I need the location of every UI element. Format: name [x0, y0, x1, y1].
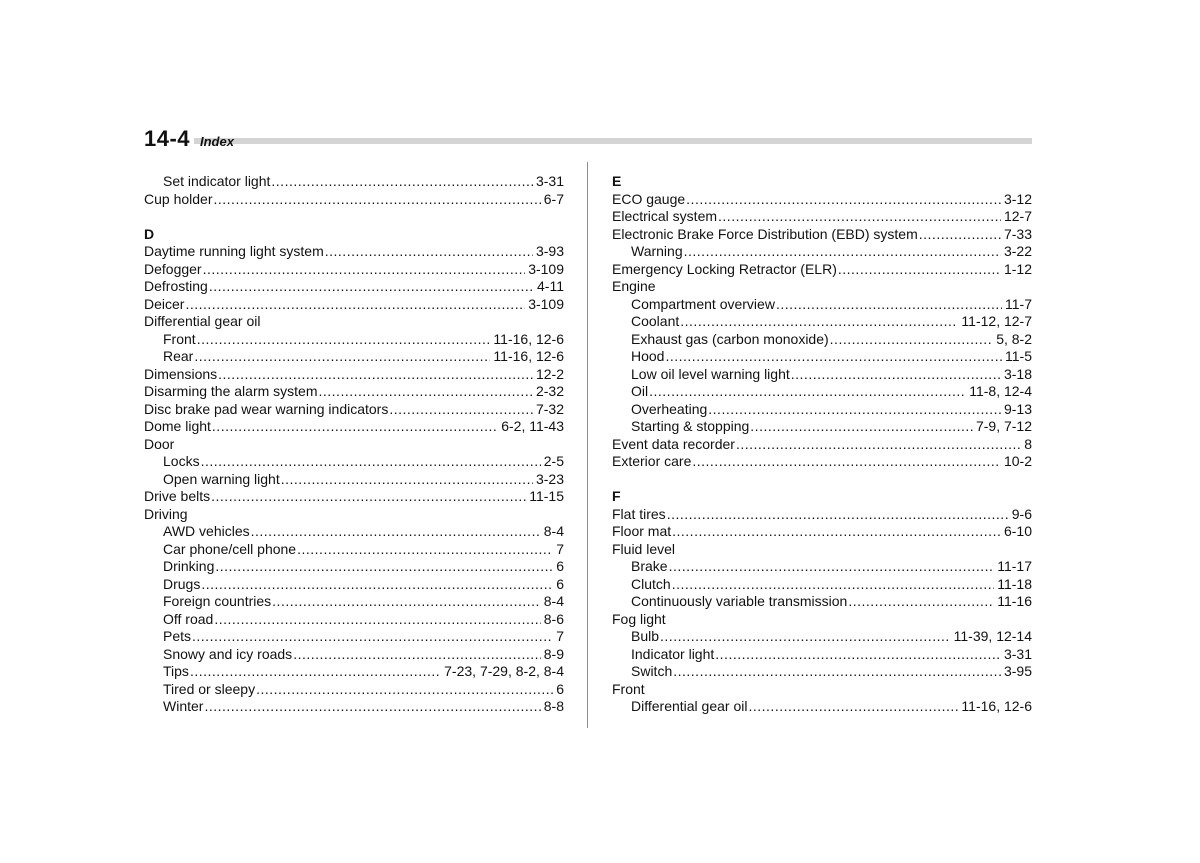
- entry-term: Dome light: [144, 418, 211, 434]
- letter-heading: F: [612, 488, 621, 504]
- dot-leader: [214, 611, 540, 629]
- page-reference: 3-109: [528, 295, 564, 312]
- dot-leader: [667, 506, 1009, 524]
- index-subentry: [144, 558, 564, 576]
- page-reference: 11-18: [997, 575, 1032, 592]
- index-entry: [144, 506, 564, 524]
- index-subentry: [612, 663, 1032, 681]
- dot-leader: [672, 576, 995, 594]
- index-subentry: [144, 611, 564, 629]
- index-entry: [612, 611, 1032, 629]
- page-reference: 11-12, 12-7: [961, 313, 1032, 329]
- index-entry: [612, 506, 1032, 524]
- page-reference: 4-11: [537, 278, 564, 294]
- index-subentry: [144, 593, 564, 611]
- page-reference: 9-13: [1003, 400, 1032, 417]
- index-subentry: [144, 698, 564, 716]
- page-reference: 3-18: [1003, 365, 1032, 382]
- page-reference: 3-95: [1003, 663, 1032, 679]
- dot-leader: [776, 296, 1002, 314]
- dot-leader: [272, 593, 541, 611]
- page-reference: 8-4: [543, 593, 564, 609]
- page-reference: 3-31: [1003, 645, 1032, 662]
- entry-term: ECO gauge: [612, 190, 686, 207]
- page-reference: 11-39, 12-14: [953, 628, 1032, 644]
- entry-term: Rear: [163, 348, 194, 364]
- entry-term: Front: [163, 330, 196, 347]
- entry-term: Defogger: [144, 260, 202, 277]
- dot-leader: [708, 401, 1001, 419]
- entry-term: Drugs: [163, 575, 201, 592]
- index-column-left: [144, 173, 564, 716]
- index-subentry: [144, 576, 564, 594]
- dot-leader: [211, 488, 526, 506]
- dot-leader: [669, 558, 995, 576]
- column-divider: [587, 162, 588, 728]
- index-subentry: [144, 541, 564, 559]
- entry-term: Winter: [163, 698, 204, 714]
- page-reference: 8-8: [543, 698, 564, 714]
- page-reference: 5, 8-2: [996, 330, 1032, 347]
- dot-leader: [686, 191, 1001, 209]
- entry-term: Event data recorder: [612, 435, 735, 452]
- entry-term: Cup holder: [144, 190, 213, 207]
- index-subentry: [144, 348, 564, 366]
- page-reference: 7-23, 7-29, 8-2, 8-4: [444, 663, 564, 679]
- entry-term: Defrosting: [144, 278, 208, 294]
- dot-leader: [185, 296, 525, 314]
- index-subentry: [144, 628, 564, 646]
- index-entry: [612, 261, 1032, 279]
- dot-leader: [204, 698, 540, 716]
- entry-term: Electronic Brake Force Distribution (EBD) system: [612, 225, 918, 242]
- entry-term: Tired or sleepy: [163, 680, 256, 697]
- index-subentry: [612, 558, 1032, 576]
- index-subentry: [144, 663, 564, 681]
- entry-term: Set indicator light: [163, 173, 271, 189]
- page-reference: 3-22: [1003, 243, 1032, 259]
- index-entry: [144, 191, 564, 209]
- dot-leader: [660, 628, 951, 646]
- index-entry: [144, 313, 564, 331]
- index-subentry: [144, 173, 564, 191]
- page-reference: 7-32: [535, 400, 564, 417]
- entry-term: Brake: [631, 558, 668, 574]
- dot-leader: [649, 383, 966, 401]
- entry-term: Fog light: [612, 610, 666, 627]
- entry-term: Driving: [144, 505, 188, 522]
- entry-term: Disc brake pad wear warning indicators: [144, 400, 389, 417]
- index-subentry: [144, 646, 564, 664]
- dot-leader: [665, 348, 1002, 366]
- dot-leader: [218, 366, 533, 384]
- page-reference: 8-6: [543, 610, 564, 627]
- page-reference: 8: [1024, 435, 1032, 452]
- page-reference: 6: [556, 575, 564, 592]
- dot-leader: [750, 418, 973, 436]
- entry-term: Overheating: [631, 400, 708, 417]
- index-entry: [612, 541, 1032, 559]
- page-reference: 11-15: [529, 488, 564, 504]
- entry-term: Hood: [631, 348, 665, 364]
- entry-term: Differential gear oil: [631, 698, 748, 714]
- entry-term: Emergency Locking Retractor (ELR): [612, 260, 837, 277]
- dot-leader: [748, 698, 958, 716]
- entry-term: Coolant: [631, 313, 680, 329]
- page-reference: 11-17: [997, 558, 1032, 574]
- index-subentry: [612, 698, 1032, 716]
- page-reference: 6: [556, 680, 564, 697]
- page-reference: 11-16, 12-6: [961, 698, 1032, 714]
- page-reference: 6-10: [1003, 523, 1032, 539]
- page-reference: 3-12: [1003, 190, 1032, 207]
- page-reference: 7-33: [1003, 225, 1032, 242]
- page-reference: 12-2: [535, 365, 564, 382]
- entry-term: Off road: [163, 610, 214, 627]
- entry-term: Electrical system: [612, 208, 718, 224]
- index-entry: [144, 278, 564, 296]
- index-subentry: [144, 453, 564, 471]
- index-entry: [144, 418, 564, 436]
- dot-leader: [297, 541, 553, 559]
- entry-term: Fluid level: [612, 540, 676, 557]
- section-title: Index: [200, 134, 234, 149]
- dot-leader: [791, 366, 1001, 384]
- entry-term: Floor mat: [612, 523, 672, 539]
- dot-leader: [325, 243, 533, 261]
- spacer: [612, 471, 1032, 489]
- page-reference: 11-16: [997, 593, 1032, 609]
- dot-leader: [838, 261, 1001, 279]
- index-subentry: [612, 383, 1032, 401]
- index-entry: [612, 453, 1032, 471]
- entry-term: Daytime running light system: [144, 243, 324, 259]
- entry-term: Drive belts: [144, 488, 211, 504]
- entry-term: AWD vehicles: [163, 523, 250, 539]
- index-entry: [144, 488, 564, 506]
- page-reference: 6-7: [543, 190, 564, 207]
- entry-term: Engine: [612, 278, 656, 294]
- page-reference: 8-4: [543, 523, 564, 539]
- page-reference: 7-9, 7-12: [975, 418, 1032, 434]
- page-header: [144, 124, 1032, 154]
- entry-term: Dimensions: [144, 365, 218, 382]
- index-subentry: [612, 243, 1032, 261]
- entry-term: Disarming the alarm system: [144, 383, 318, 399]
- entry-term: Front: [612, 680, 645, 697]
- dot-leader: [201, 453, 541, 471]
- index-subentry: [144, 523, 564, 541]
- index-subentry: [612, 401, 1032, 419]
- page-reference: 1-12: [1003, 260, 1032, 277]
- page-number: 14-4: [144, 126, 191, 151]
- entry-term: Oil: [631, 383, 649, 399]
- dot-leader: [919, 226, 1001, 244]
- page-reference: 6-2, 11-43: [501, 418, 564, 434]
- page-reference: 6: [556, 558, 564, 574]
- dot-leader: [197, 331, 491, 349]
- entry-term: Deicer: [144, 295, 185, 312]
- index-subentry: [144, 471, 564, 489]
- index-entry: [144, 261, 564, 279]
- dot-leader: [736, 436, 1021, 454]
- page-reference: 3-93: [535, 243, 564, 259]
- index-subentry: [612, 296, 1032, 314]
- dot-leader: [194, 348, 490, 366]
- entry-term: Low oil level warning light: [631, 365, 790, 382]
- dot-leader: [848, 593, 994, 611]
- index-entry: [612, 191, 1032, 209]
- dot-leader: [201, 576, 553, 594]
- entry-term: Flat tires: [612, 505, 666, 522]
- entry-term: Clutch: [631, 575, 671, 592]
- index-subentry: [612, 331, 1032, 349]
- index-subentry: [144, 331, 564, 349]
- dot-leader: [281, 471, 533, 489]
- index-subentry: [612, 418, 1032, 436]
- entry-term: Indicator light: [631, 645, 715, 662]
- page-reference: 3-31: [535, 173, 564, 189]
- page-reference: 7: [556, 540, 564, 557]
- entry-term: Foreign countries: [163, 593, 272, 609]
- page-reference: 3-109: [528, 260, 564, 277]
- dot-leader: [319, 383, 533, 401]
- letter-heading: D: [144, 225, 155, 242]
- index-column-right: [612, 173, 1032, 716]
- page-reference: 11-16, 12-6: [493, 330, 564, 347]
- dot-leader: [684, 243, 1001, 261]
- dot-leader: [389, 401, 533, 419]
- dot-leader: [680, 313, 958, 331]
- dot-leader: [718, 208, 1001, 226]
- dot-leader: [214, 191, 541, 209]
- entry-term: Differential gear oil: [144, 313, 261, 329]
- dot-leader: [293, 646, 541, 664]
- entry-term: Car phone/cell phone: [163, 540, 297, 557]
- page-reference: 11-16, 12-6: [493, 348, 564, 364]
- entry-term: Continuously variable transmission: [631, 593, 848, 609]
- index-entry: [612, 523, 1032, 541]
- entry-term: Tips: [163, 663, 189, 679]
- index-entry: [144, 383, 564, 401]
- page-reference: 11-8, 12-4: [969, 383, 1032, 399]
- index-entry: [612, 681, 1032, 699]
- entry-term: Compartment overview: [631, 295, 775, 312]
- dot-leader: [192, 628, 553, 646]
- dot-leader: [212, 418, 498, 436]
- index-subentry: [612, 348, 1032, 366]
- entry-term: Door: [144, 435, 175, 452]
- index-entry: [144, 243, 564, 261]
- page-reference: 11-5: [1005, 348, 1032, 364]
- dot-leader: [251, 523, 541, 541]
- page-reference: 3-23: [535, 470, 564, 487]
- index-entry: [612, 278, 1032, 296]
- entry-term: Starting & stopping: [631, 418, 750, 434]
- dot-leader: [673, 663, 1001, 681]
- header-rule: [194, 138, 1032, 144]
- dot-leader: [256, 681, 553, 699]
- page-reference: 8-9: [543, 645, 564, 662]
- entry-term: Pets: [163, 628, 192, 644]
- index-entry: [612, 226, 1032, 244]
- index-subentry: [612, 576, 1032, 594]
- letter-heading: E: [612, 173, 622, 189]
- dot-leader: [830, 331, 994, 349]
- dot-leader: [271, 173, 533, 191]
- index-subentry: [612, 366, 1032, 384]
- page-reference: 10-2: [1003, 453, 1032, 469]
- entry-term: Warning: [631, 243, 683, 259]
- entry-term: Open warning light: [163, 470, 280, 487]
- dot-leader: [203, 261, 526, 279]
- page-reference: 9-6: [1011, 505, 1032, 522]
- index-entry: [144, 366, 564, 384]
- entry-term: Snowy and icy roads: [163, 645, 293, 662]
- entry-term: Drinking: [163, 558, 215, 574]
- index-entry: [144, 436, 564, 454]
- dot-leader: [672, 523, 1001, 541]
- entry-term: Switch: [631, 663, 673, 679]
- dot-leader: [190, 663, 441, 681]
- index-subentry: [144, 681, 564, 699]
- index-entry: [612, 436, 1032, 454]
- index-subentry: [612, 628, 1032, 646]
- page-reference: 11-7: [1005, 295, 1032, 312]
- spacer: [144, 208, 564, 226]
- dot-leader: [715, 646, 1001, 664]
- page-reference: 12-7: [1003, 208, 1032, 224]
- entry-term: Exhaust gas (carbon monoxide): [631, 330, 829, 347]
- page-reference: 7: [556, 628, 564, 644]
- dot-leader: [215, 558, 553, 576]
- index-subentry: [612, 313, 1032, 331]
- page-reference: 2-5: [543, 453, 564, 469]
- entry-term: Bulb: [631, 628, 660, 644]
- index-entry: [144, 401, 564, 419]
- index-subentry: [612, 646, 1032, 664]
- index-subentry: [612, 593, 1032, 611]
- entry-term: Locks: [163, 453, 200, 469]
- index-entry: [144, 296, 564, 314]
- entry-term: Exterior care: [612, 453, 692, 469]
- page-reference: 2-32: [535, 383, 564, 399]
- dot-leader: [209, 278, 534, 296]
- index-entry: [612, 208, 1032, 226]
- dot-leader: [692, 453, 1001, 471]
